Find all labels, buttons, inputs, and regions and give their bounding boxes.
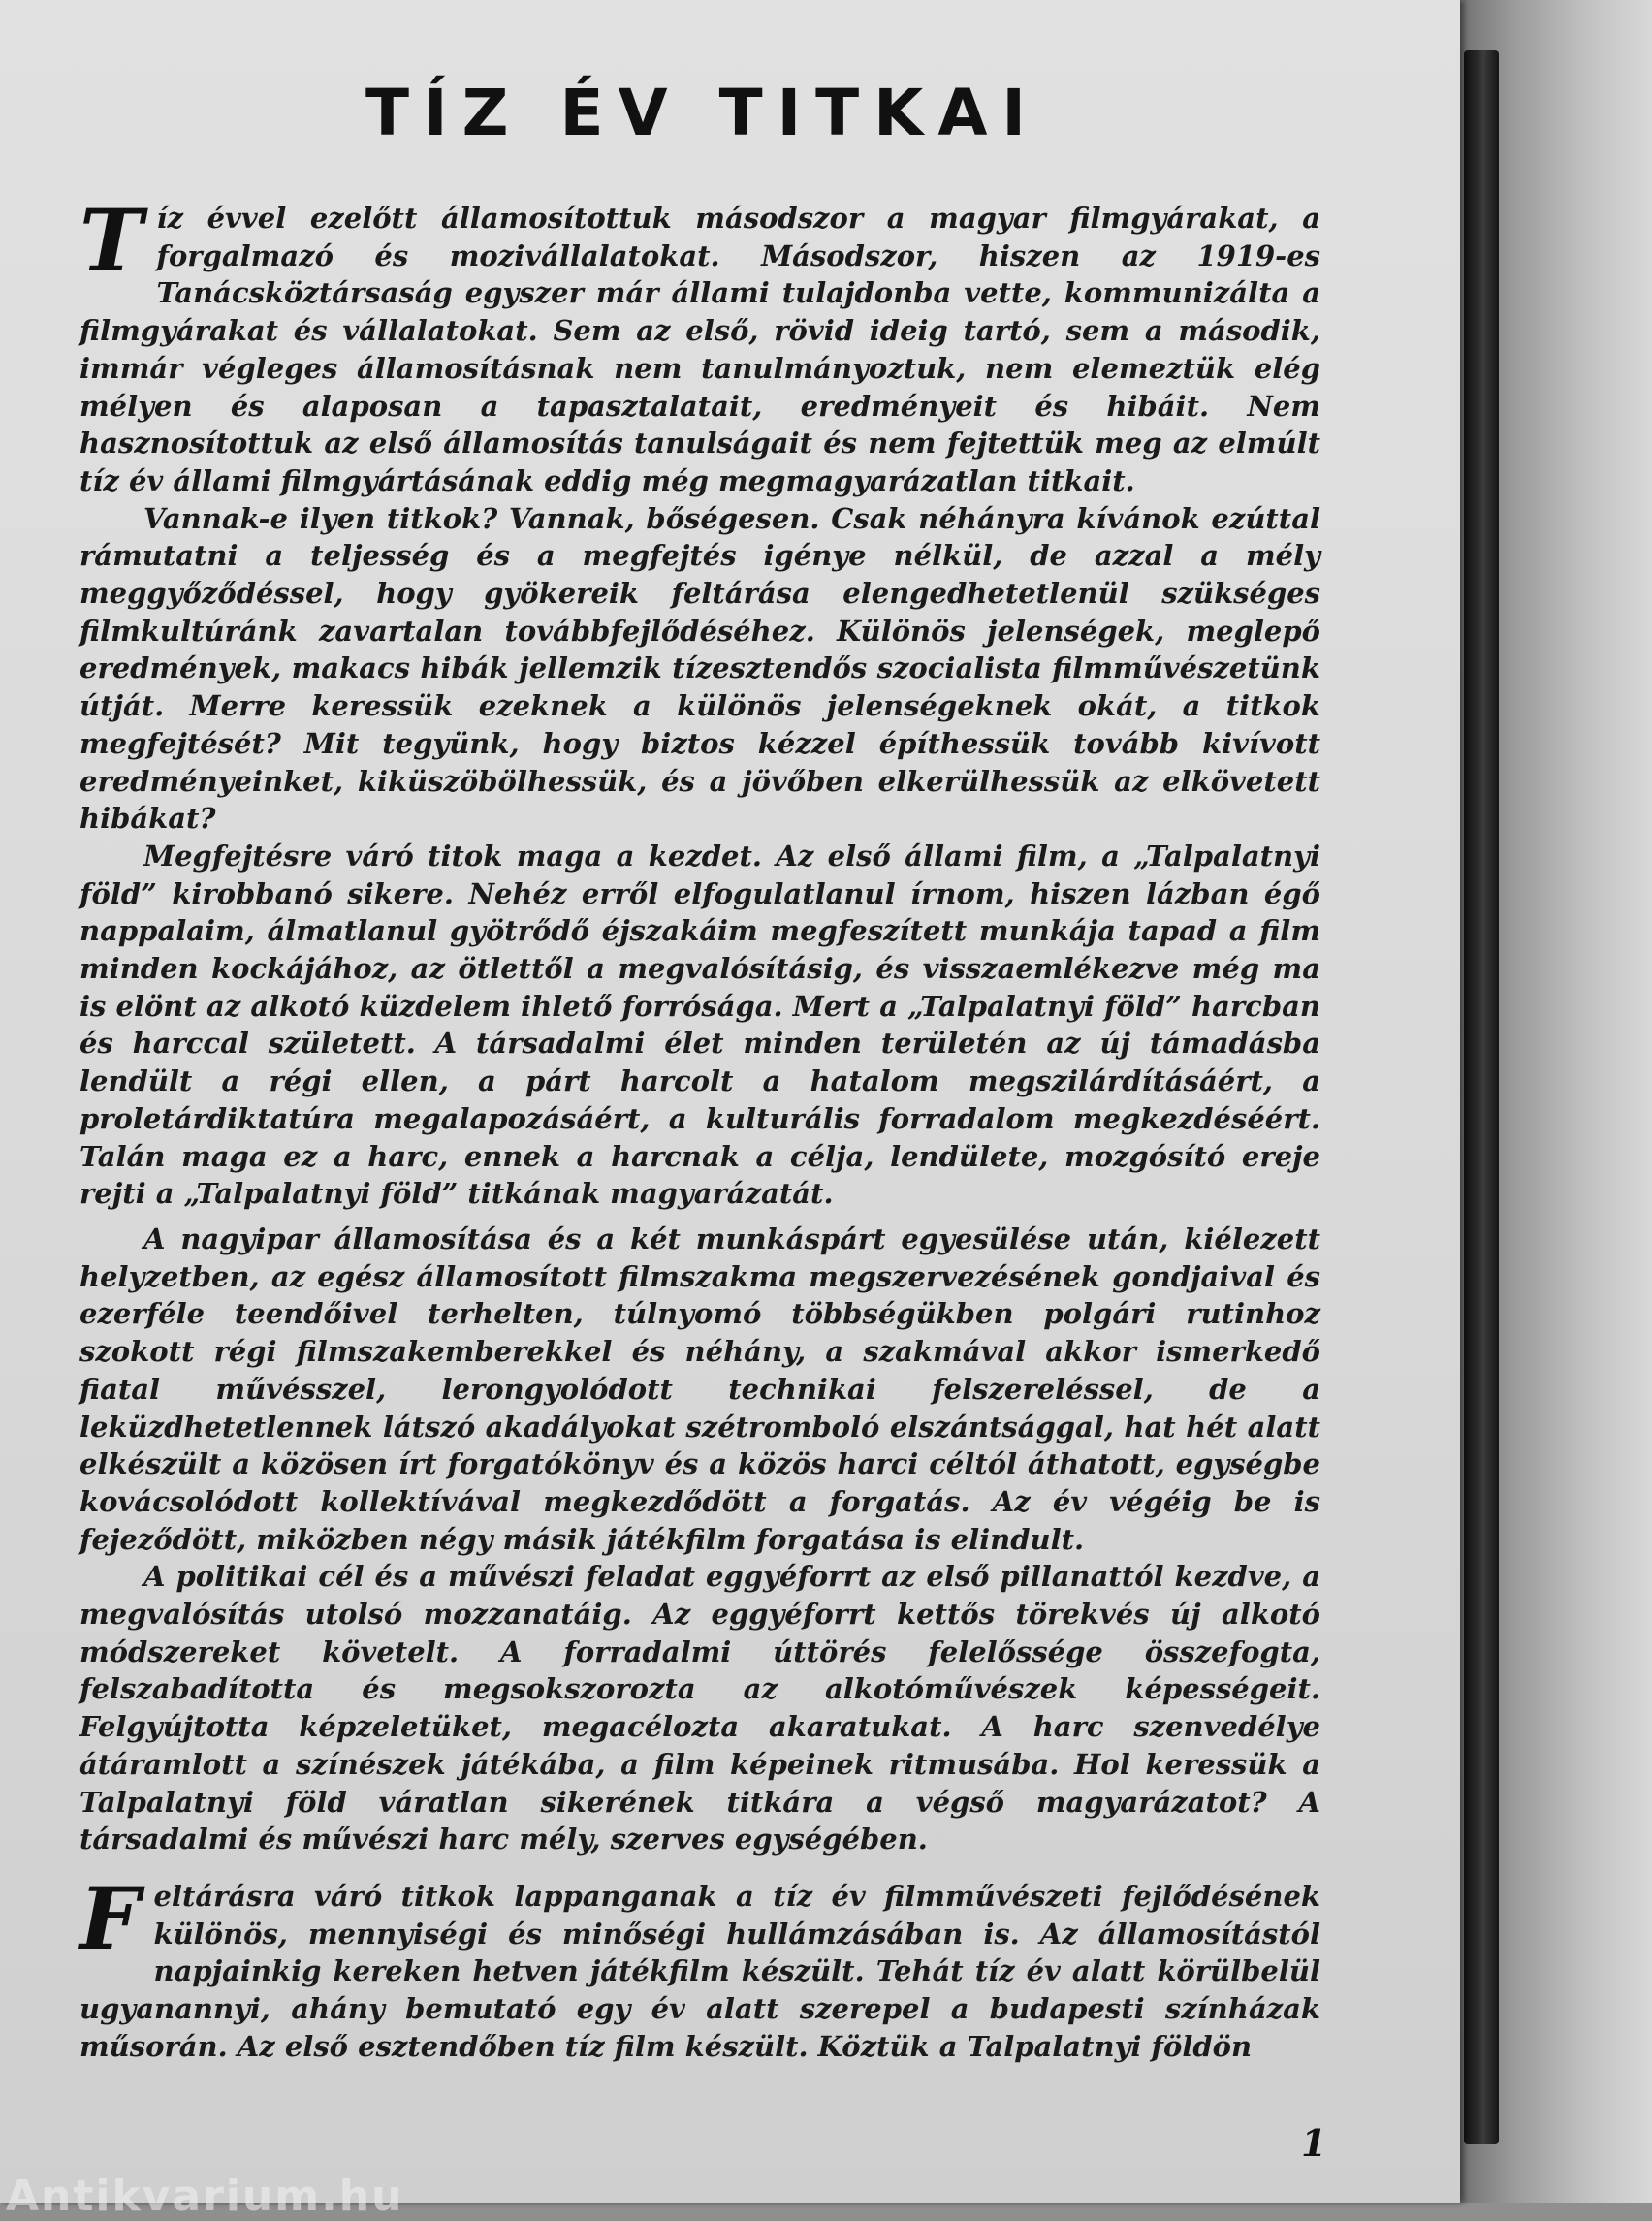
paragraph-text: eltárásra váró titkok lappanganak a tíz év filmművészeti fejlődésének különös, mennyiségi és minőségi hullámzásában is. Az államosítástól napjainkig kereken hetven játékfilm készült. Tehát tíz év alatt körülbelül ugyanannyi, ahány bemutató egy év alatt szerepel a budapesti színházak műsorán. Az első esztendőben tíz film készült. Köztük a Talpalatnyi földön: [79, 1879, 1320, 2063]
paragraph-2: Vannak-e ilyen titkok? Vannak, bőségesen. Csak néhányra kívánok ezúttal rámutatni a teljesség és a megfejtés igénye nélkül, de azzal a mély meggyőződéssel, hogy gyökereik feltárása elengedhetetlenül szükséges filmkultúránk zavartalan továbbfejlődéséhez. Különös jelenségek, meglepő eredmények, makacs hibák jellemzik tízesztendős szocialista filmművészetünk útját. Merre keressük ezeknek a különös jelenségeknek okát, a titkok megfejtését? Mit tegyünk, hogy biztos kézzel építhessük tovább kivívott eredményeinket, kiküszöbölhessük, és a jövőben elkerülhessük az elkövetett hibákat?: [79, 501, 1320, 836]
paragraph-6: [79, 1867, 1320, 2066]
article-body: [79, 190, 1320, 2065]
paragraph-3: Megfejtésre váró titok maga a kezdet. Az első állami film, a „Talpalatnyi föld” kirobbanó sikere. Nehéz erről elfogulatlanul írnom, hiszen lázban égő nappalaim, álmatlanul gyötrődő éjszakáim megfeszített munkája tapad a film minden kockájához, az ötlettől a megvalósításig, és visszaemlékezve még ma is elönt az alkotó küzdelem ihlető forrósága. Mert a „Talpalatnyi föld” harcban és harccal született. A társadalmi élet minden területén az új támadásba lendült a régi ellen, a párt harcolt a hatalom megszilárdításáért, a proletárdiktatúra megalapozásáért, a kulturális forradalom megkezdéséért. Talán maga ez a harc, ennek a harcnak a célja, lendülete, mozgósító ereje rejti a „Talpalatnyi föld” titkának magyarázatát.: [79, 839, 1320, 1211]
drop-cap-f: F: [79, 1867, 141, 1969]
paragraph-4: A nagyipar államosítása és a két munkáspárt egyesülése után, kiélezett helyzetben, az egész államosított filmszakma megszervezésének gondjaival és ezerféle teendőivel terhelten, túlnyomó többségükben polgári rutinhoz szokott régi filmszakemberekkel és néhány, a szakmával akkor ismerkedő fiatal művésszel, lerongyolódott technikai felszereléssel, de a leküzdhetetlennek látszó akadályokat szétromboló elszántsággal, hat hét alatt elkészült a közösen írt forgatókönyv és a közös harci céltól áthatott, egységbe kovácsolódott kollektívával megkezdődött a forgatás. Az év végéig be is fejeződött, miközben négy másik játékfilm forgatása is elindult.: [79, 1222, 1320, 1556]
paragraph-1: [79, 190, 1320, 500]
paragraph-text: íz évvel ezelőtt államosítottuk másodszor a magyar filmgyárakat, a forgalmazó és mozivállalatokat. Másodszor, hiszen az 1919-es Tanácsköztársaság egyszer már állami tulajdonba vette, kommunizálta a filmgyárakat és vállalatokat. Sem az első, rövid ideig tartó, sem a második, immár végleges államosításnak nem tanulmányoztuk, nem elemeztük elég mélyen és alaposan a tapasztalatait, eredményeit és hibáit. Nem hasznosítottuk az első államosítás tanulságait és nem fejtettük meg az elmúlt tíz év állami filmgyártásának eddig még megmagyarázatlan titkait.: [79, 202, 1320, 497]
paragraph-5: A politikai cél és a művészi feladat eggyéforrt az első pillanattól kezdve, a megvalósítás utolsó mozzanatáig. Az eggyéforrt kettős törekvés új alkotó módszereket követelt. A forradalmi úttörés felelőssége összefogta, felszabadította és megsokszorozta az alkotóművészek képességeit. Felgyújtotta képzeletüket, megacélozta akaratukat. A harc szenvedélye átáramlott a színészek játékába, a film képeinek ritmusába. Hol keressük a Talpalatnyi föld váratlan sikerének titkára a végső magyarázatot? A társadalmi és művészi harc mély, szerves egységében.: [79, 1560, 1320, 1856]
watermark: Antikvarium.hu: [6, 2172, 404, 2221]
drop-cap-t: T: [79, 190, 143, 291]
page-number: 1: [1301, 2121, 1327, 2165]
page-title: TÍZ ÉV TITKAI: [365, 76, 1040, 150]
book-spine: [1464, 50, 1499, 2144]
